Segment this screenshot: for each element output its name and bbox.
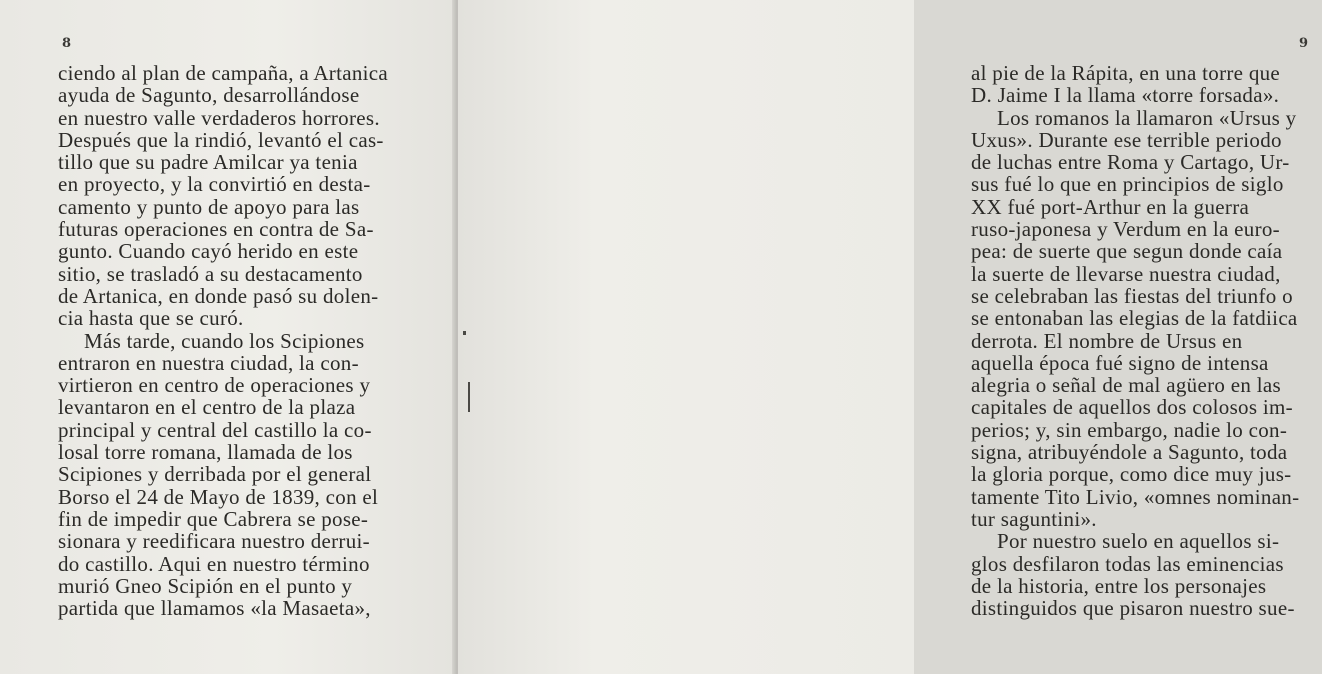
text-line: tur saguntini».: [971, 506, 1097, 531]
right-page: [458, 0, 1309, 674]
text-line: ruso-japonesa y Verdum en la euro-: [971, 217, 1280, 242]
text-line: Después que la rindió, levantó el cas-: [58, 127, 384, 152]
text-line: la gloria porque, como dice muy jus-: [971, 462, 1292, 487]
text-line: cia hasta que se curó.: [58, 306, 244, 331]
right-page-number: 9: [1299, 36, 1309, 51]
text-line: Por nuestro suelo en aquellos si-: [997, 529, 1280, 554]
text-line: ayuda de Sagunto, desarrollándose: [58, 83, 360, 108]
text-line: Uxus». Durante ese terrible periodo: [971, 127, 1282, 152]
text-line: distinguidos que pisaron nuestro sue-: [971, 596, 1295, 621]
text-line: aquella época fué signo de intensa: [971, 350, 1269, 375]
left-page-number: 8: [62, 36, 72, 51]
text-line: al pie de la Rápita, en una torre que: [971, 61, 1281, 85]
text-line: de Artanica, en donde pasó su dolen-: [58, 283, 379, 308]
text-line: D. Jaime I la llama «torre forsada».: [971, 83, 1280, 108]
right-page-text: [971, 62, 1322, 619]
text-line: losal torre romana, llamada de los: [58, 440, 353, 465]
text-line: do castillo. Aqui en nuestro término: [58, 551, 370, 576]
text-line: se entonaban las elegias de la fatdiica: [971, 306, 1298, 331]
text-line: pea: de suerte que segun donde caía: [971, 239, 1283, 264]
text-line: Scipiones y derribada por el general: [58, 462, 372, 487]
text-line: Borso el 24 de Mayo de 1839, con el: [58, 484, 379, 509]
text-line: XX fué port-Arthur en la guerra: [971, 194, 1250, 219]
text-line: gunto. Cuando cayó herido en este: [58, 239, 359, 264]
text-line: sus fué lo que en principios de siglo: [971, 172, 1284, 197]
text-line: partida que llamamos «la Masaeta»,: [58, 596, 371, 621]
text-line: sitio, se trasladó a su destacamento: [58, 261, 363, 286]
text-line: de la historia, entre los personajes: [971, 573, 1267, 598]
text-line: tamente Tito Livio, «omnes nominan-: [971, 484, 1300, 509]
left-page-text: [58, 62, 410, 619]
text-line: principal y central del castillo la co-: [58, 417, 372, 442]
text-line: fin de impedir que Cabrera se pose-: [58, 506, 369, 531]
text-line: entraron en nuestra ciudad, la con-: [58, 350, 359, 375]
text-line: en nuestro valle verdaderos horrores.: [58, 105, 380, 130]
text-line: la suerte de llevarse nuestra ciudad,: [971, 261, 1281, 286]
binding-speck: [463, 331, 466, 335]
text-line: alegria o señal de mal agüero en las: [971, 373, 1281, 398]
text-line: Los romanos la llamaron «Ursus y: [997, 105, 1297, 130]
text-line: tillo que su padre Amilcar ya tenia: [58, 150, 358, 175]
text-line: sionara y reedificara nuestro derrui-: [58, 529, 370, 554]
text-line: signa, atribuyéndole a Sagunto, toda: [971, 440, 1288, 465]
text-line: virtieron en centro de operaciones y: [58, 373, 371, 398]
text-line: perios; y, sin embargo, nadie lo con-: [971, 417, 1288, 442]
text-line: glos desfilaron todas las eminencias: [971, 551, 1284, 576]
text-line: futuras operaciones en contra de Sa-: [58, 217, 374, 242]
text-line: derrota. El nombre de Ursus en: [971, 328, 1243, 353]
text-line: de luchas entre Roma y Cartago, Ur-: [971, 150, 1290, 175]
text-line: murió Gneo Scipión en el punto y: [58, 573, 353, 598]
text-line: ciendo al plan de campaña, a Artanica: [58, 61, 389, 85]
text-line: capitales de aquellos dos colosos im-: [971, 395, 1293, 420]
binding-mark: [468, 382, 470, 412]
text-line: en proyecto, y la convirtió en desta-: [58, 172, 371, 197]
text-line: se celebraban las fiestas del triunfo o: [971, 283, 1293, 308]
text-line: Más tarde, cuando los Scipiones: [84, 328, 365, 353]
text-line: levantaron en el centro de la plaza: [58, 395, 356, 420]
left-page: [0, 0, 456, 674]
text-line: camento y punto de apoyo para las: [58, 194, 360, 219]
